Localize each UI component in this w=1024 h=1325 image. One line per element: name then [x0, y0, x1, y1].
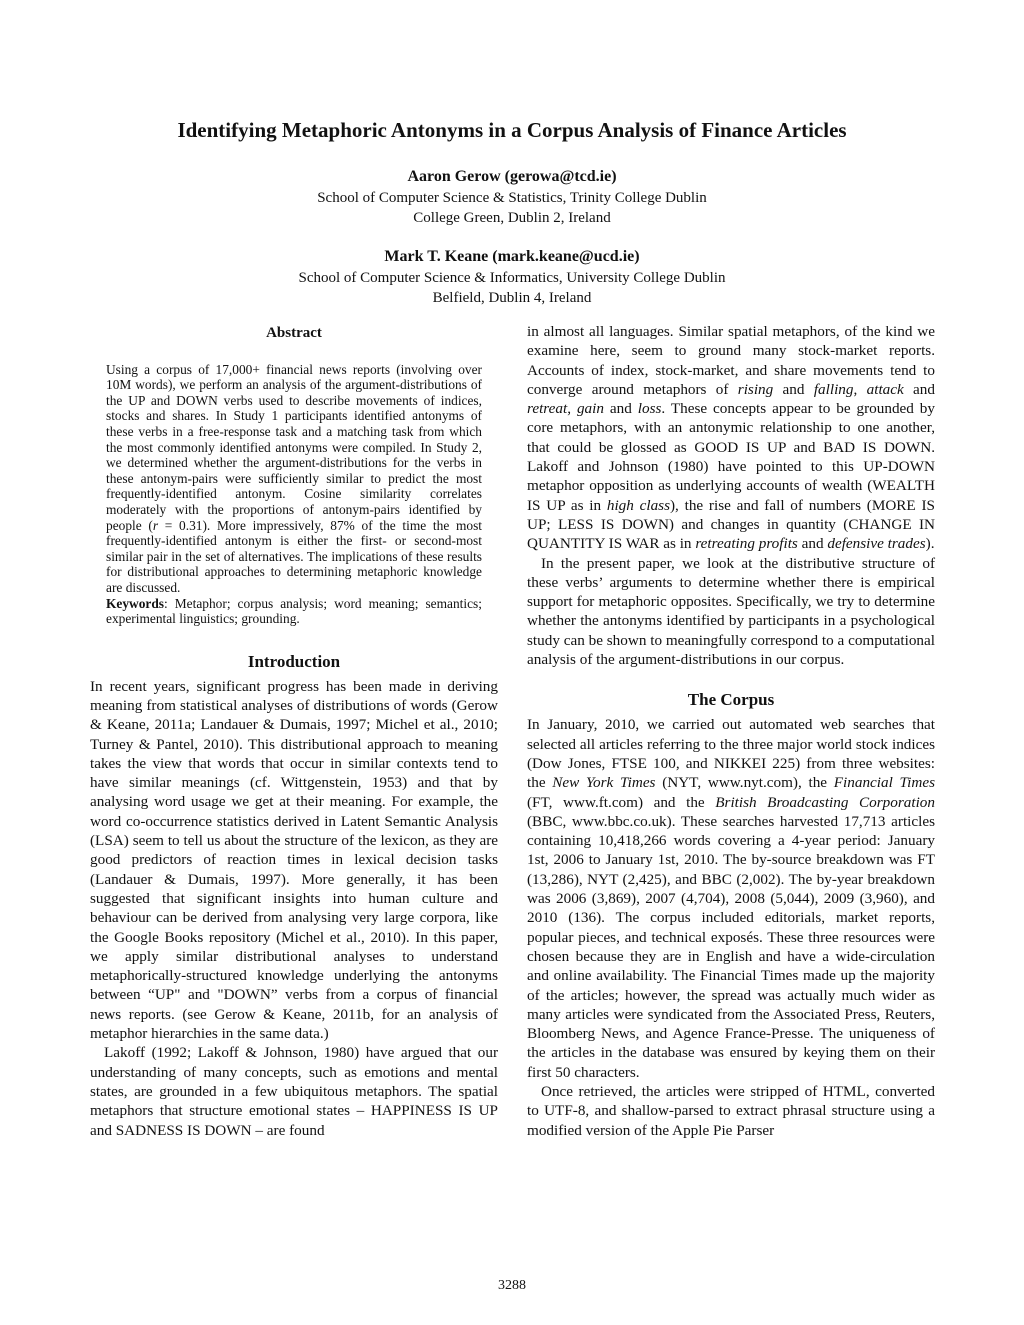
corpus-heading: The Corpus: [687, 690, 775, 710]
author-block-1: [0, 167, 1024, 228]
right-column: [527, 322, 935, 1140]
corpus-paragraph-1: In January, 2010, we carried out automated web searches that selected all articles referring to the three major world stock indices (Dow Jones, FTSE 100, and NIKKEI 225) from three websites: the New York Times (NYT, www.nyt.com), the Financial Times (FT, www.ft.com) and the British Broadcasting Corporation (BBC, www.bbc.co.uk). These searches harvested 17,713 articles containing 10,418,266 words covering a 4-year period: January 1st, 2006 to January 1st, 2010. The by-source breakdown was FT (13,286), NYT (2,425), and BBC (2,002). The by-year breakdown was 2006 (3,869), 2007 (4,704), 2008 (5,044), 2009 (3,960), and 2010 (136). The corpus included editorials, market reports, popular pieces, and technical exposés. These three resources were chosen because they are in English and have a wide-circulation and online availability. The Financial Times made up the majority of the articles; however, the spread was actually much wider as many articles were syndicated from the Associated Press, Reuters, Bloomberg News, and Agence France-Presse. The uniqueness of the articles in the database was ensured by keying them on their first 50 characters.: [527, 716, 935, 1081]
abstract-text: Using a corpus of 17,000+ financial news reports (involving over 10M words), we perform an analysis of the argument-distributions of the UP and DOWN verbs used to describe movements of indices, stocks and shares. In Study 1 participants identified antonyms of these verbs in a free-response task and a matching task from which the most commonly identified antonyms were compiled. In Study 2, we determined whether the argument-distributions for the verbs in these antonym-pairs were sufficiently similar to predict the most frequently-identified antonym. Cosine similarity correlates moderately with the proportions of antonym-pairs identified by people (r = 0.31). More impressively, 87% of the time the most frequently-identified antonym is either the first- or second-most similar pair in the set of alternatives. The implications of these results for distributional approaches to determining metaphoric knowledge are discussed.: [106, 361, 482, 595]
left-column: [90, 322, 498, 1140]
corpus-paragraph-2: Once retrieved, the articles were stripped of HTML, converted to UTF-8, and shallow-parsed to extract phrasal structure using a modified version of the Apple Pie Parser: [527, 1082, 935, 1139]
abstract-heading: Abstract: [266, 325, 322, 341]
intro-paragraph-1: In recent years, significant progress has been made in deriving meaning from statistical analyses of distributions of words (Gerow & Keane, 2011a; Landauer & Dumais, 1997; Michel et al., 2010; Turney & Pantel, 2010). This distributional approach to meaning takes the view that words that occur in similar contexts tend to have similar meanings (cf. Wittgenstein, 1953) and that by analysing word usage we get at their meaning. For example, the word co-occurrence statistics derived in Latent Semantic Analysis (LSA) seem to tell us about the structure of the lexicon, as they are good predictors of reaction times in lexical decision tasks (Landauer & Dumais, 1997). More generally, it has been suggested that significant insights into human culture and behaviour can be derived from analysing very large corpora, like the Google Books repository (Michel et al., 2010). In this paper, we apply similar distributional analyses to understand metaphorically-structured knowledge underlying the antonyms between “UP" and "DOWN” verbs from a corpus of financial news reports. (see Gerow & Keane, 2011b, for an analysis of metaphor hierarchies in the same data.): [90, 677, 498, 1043]
author-address: College Green, Dublin 2, Ireland: [413, 210, 611, 226]
introduction-heading: Introduction: [247, 651, 341, 671]
intro-paragraph-2: Lakoff (1992; Lakoff & Johnson, 1980) have argued that our understanding of many concepts, such as emotions and mental states, are grounded in a few ubiquitous metaphors. The spatial metaphors that structure emotional states – HAPPINESS IS UP and SADNESS IS DOWN – are found: [90, 1044, 498, 1139]
keywords: Keywords: Metaphor; corpus analysis; word meaning; semantics; experimental linguistics; grounding.: [106, 595, 482, 627]
intro-paragraph-present: In the present paper, we look at the distributive structure of these verbs’ arguments to determine whether there is empirical support for metaphoric opposites. Specifically, we try to determine whether the antonyms identified by participants in a psychological study can be shown to meaningfully correspond to a computational analysis of the argument-distributions in our corpus.: [527, 554, 935, 669]
abstract-section: [106, 326, 482, 627]
author-affiliation: School of Computer Science & Statistics, Trinity College Dublin: [317, 190, 707, 206]
page-number: 3288: [498, 1278, 526, 1293]
author-affiliation: School of Computer Science & Informatics, University College Dublin: [298, 270, 726, 286]
intro-continuation: in almost all languages. Similar spatial metaphors, of the kind we examine here, seem to ground many stock-market reports. Accounts of index, stock-market, and share movements tend to converge around metaphors of rising and falling, attack and retreat, gain and loss. These concepts appear to be grounded by core metaphors, with an antonymic relationship to one another, that could be glossed as GOOD IS UP and BAD IS DOWN. Lakoff and Johnson (1980) have pointed to this UP-DOWN metaphor opposition as underlying accounts of wealth (WEALTH IS UP as in high class), the rise and fall of numbers (MORE IS UP; LESS IS DOWN) and changes in quantity (CHANGE IN QUANTITY IS WAR as in retreating profits and defensive trades).: [527, 323, 935, 553]
author-name: Aaron Gerow (gerowa@tcd.ie): [407, 168, 617, 185]
author-block-2: [0, 247, 1024, 308]
author-name: Mark T. Keane (mark.keane@ucd.ie): [384, 248, 640, 265]
author-address: Belfield, Dublin 4, Ireland: [432, 290, 592, 306]
paper-title: Identifying Metaphoric Antonyms in a Corpus Analysis of Finance Articles: [177, 118, 847, 142]
